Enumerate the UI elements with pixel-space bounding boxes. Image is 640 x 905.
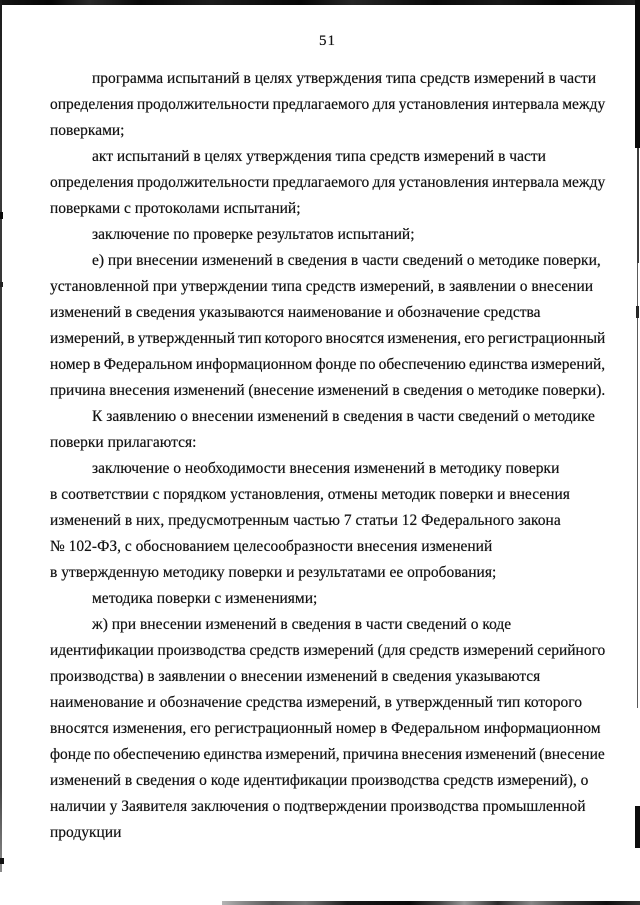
text-line: № 102-ФЗ, с обоснованием целесообразности внесения изменений xyxy=(50,538,493,555)
text-line: фонде по обеспечению единства измерений, причина внесения изменений (внесение xyxy=(50,746,605,763)
page-number: 51 xyxy=(319,33,336,49)
scan-mark xyxy=(636,306,639,318)
scan-edge-top xyxy=(0,0,640,5)
text-line: программа испытаний в целях утверждения типа средств измерений в части xyxy=(92,70,597,87)
text-line: ж) при внесении изменений в сведения в части сведений о коде xyxy=(92,616,512,633)
text-line: поверки прилагаются: xyxy=(50,434,197,451)
text-line: заключение по проверке результатов испытаний; xyxy=(92,226,415,243)
text-line: в утвержденную методику поверки и результатами ее опробования; xyxy=(50,564,497,581)
text-line: К заявлению о внесении изменений в сведения в части сведений о методике xyxy=(92,408,595,425)
text-line: измерений, в утвержденный тип которого вносятся изменения, его регистрационный xyxy=(50,330,606,347)
text-line: изменений в них, предусмотренным частью 7 статьи 12 Федерального закона xyxy=(50,512,561,529)
document-body xyxy=(50,66,605,846)
text-line: методика поверки с изменениями; xyxy=(92,590,318,607)
text-line: поверками с протоколами испытаний; xyxy=(50,200,301,217)
text-line: изменений в сведения о коде идентификации производства средств измерений), о xyxy=(50,772,589,789)
text-line: определения продолжительности предлагаемого для установления интервала между xyxy=(50,96,606,113)
text-line: заключение о необходимости внесения изменений в методику поверки xyxy=(92,460,560,477)
text-line: в соответствии с порядком установления, отмены методик поверки и внесения xyxy=(50,486,570,503)
text-line: продукции xyxy=(50,824,122,841)
scan-edge-right xyxy=(637,148,639,263)
scan-edge-left xyxy=(0,0,2,872)
text-line: номер в Федеральном информационном фонде по обеспечению единства измерений, xyxy=(50,356,606,373)
text-line: причина внесения изменений (внесение изменений в сведения о методике поверки). xyxy=(50,382,606,399)
text-line: установленной при утверждении типа средств измерений, в заявлении о внесении xyxy=(50,278,594,295)
scan-mark xyxy=(0,858,4,864)
text-line: определения продолжительности предлагаемого для установления интервала между xyxy=(50,174,606,191)
text-line: изменений в сведения указываются наименование и обозначение средства xyxy=(50,304,541,321)
scan-mark xyxy=(635,806,640,848)
text-line: поверками; xyxy=(50,122,125,139)
text-line: акт испытаний в целях утверждения типа средств измерений в части xyxy=(92,148,546,165)
scan-mark xyxy=(0,212,3,219)
text-line: производства) в заявлении о внесении изменений в сведения указываются xyxy=(50,668,541,685)
text-line: наименование и обозначение средства измерений, в утвержденный тип которого xyxy=(50,694,582,711)
scan-mark xyxy=(0,282,3,287)
text-line: е) при внесении изменений в сведения в части сведений о методике поверки, xyxy=(92,252,601,269)
scan-edge-right xyxy=(635,0,640,148)
scan-edge-right xyxy=(637,263,638,708)
scan-edge-bottom xyxy=(222,901,640,905)
text-line: наличии у Заявителя заключения о подтверждении производства промышленной xyxy=(50,798,586,815)
text-line: вносятся изменения, его регистрационный номер в Федеральном информационном xyxy=(50,720,601,737)
text-line: идентификации производства средств измерений (для средств измерений серийного xyxy=(50,642,606,659)
